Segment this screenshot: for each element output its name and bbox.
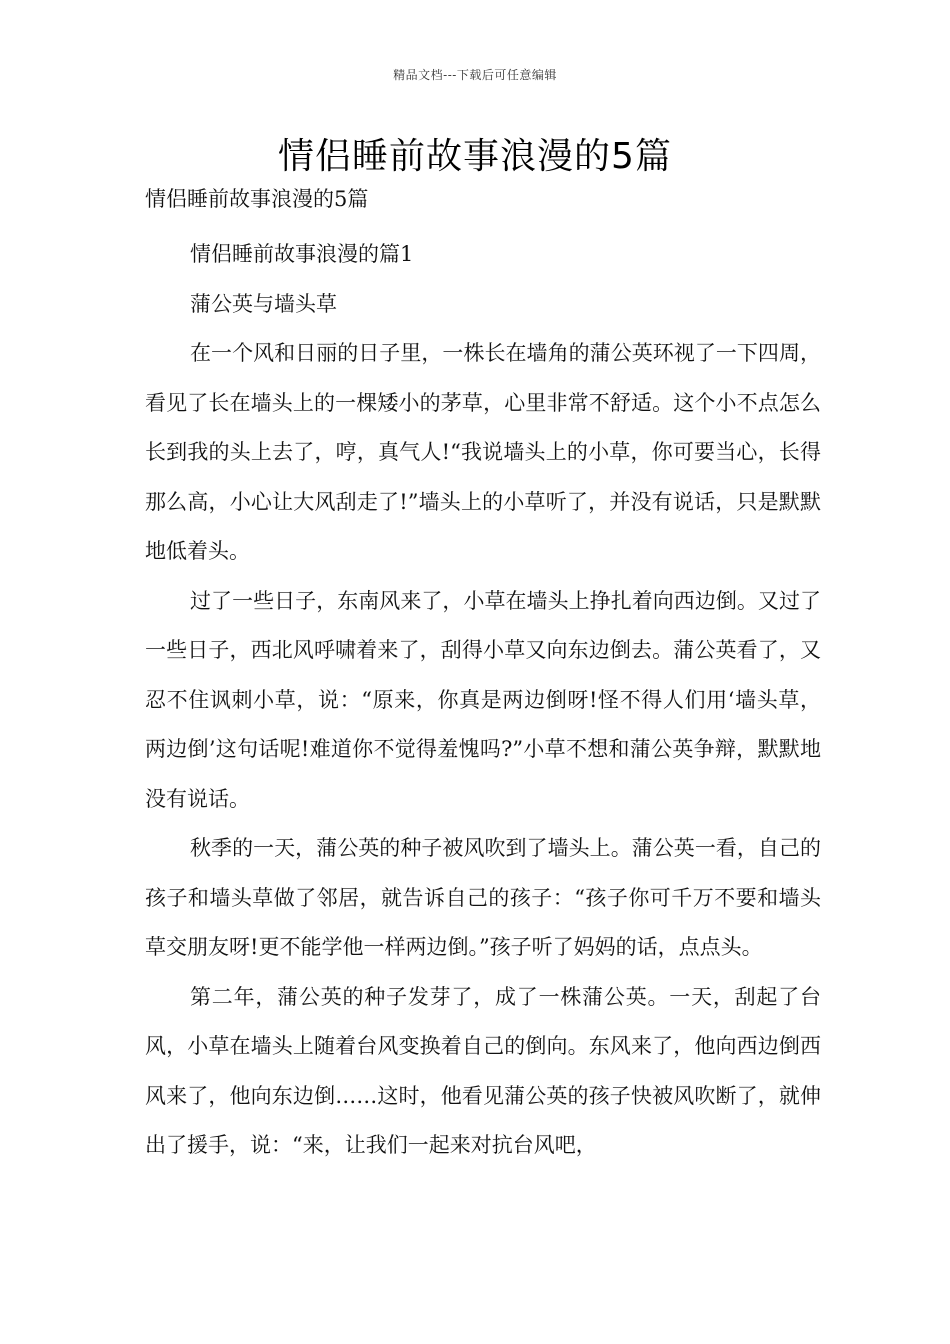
document-body bbox=[145, 182, 821, 1171]
paragraph-3: 秋季的一天，蒲公英的种子被风吹到了墙头上。蒲公英一看，自己的孩子和墙头草做了邻居，就告诉自己的孩子：“孩子你可千万不要和墙头草交朋友呀!更不能学他一样两边倒。”孩子听了妈妈的话，点点头。 bbox=[145, 836, 821, 959]
story-title: 蒲公英与墙头草 bbox=[190, 291, 337, 316]
paragraph-2: 过了一些日子，东南风来了，小草在墙头上挣扎着向西边倒。又过了一些日子，西北风呼啸着来了，刮得小草又向东边倒去。蒲公英看了，又忍不住讽刺小草，说：“原来，你真是两边倒呀!怪不得人们用‘墙头草，两边倒’这句话呢!难道你不觉得羞愧吗?”小草不想和蒲公英争辩，默默地没有说话。 bbox=[145, 588, 821, 811]
paragraph-1: 在一个风和日丽的日子里，一株长在墙角的蒲公英环视了一下四周，看见了长在墙头上的一棵矮小的茅草，心里非常不舒适。这个小不点怎么长到我的头上去了，哼，真气人!“我说墙头上的小草，你可要当心，长得那么高，小心让大风刮走了!”墙头上的小草听了，并没有说话，只是默默地低着头。 bbox=[145, 341, 821, 563]
section-heading: 情侣睡前故事浪漫的篇1 bbox=[190, 242, 414, 266]
paragraph-4: 第二年，蒲公英的种子发芽了，成了一株蒲公英。一天，刮起了台风，小草在墙头上随着台风变换着自己的倒向。东风来了，他向西边倒西风来了，他向东边倒……这时，他看见蒲公英的孩子快被风吹断了，就伸出了援手，说：“来，让我们一起来对抗台风吧， bbox=[145, 984, 821, 1157]
document-title: 情侣睡前故事浪漫的5篇 bbox=[278, 136, 672, 177]
document-subtitle: 情侣睡前故事浪漫的5篇 bbox=[145, 187, 369, 211]
page-header: 精品文档---下载后可任意编辑 bbox=[393, 68, 557, 82]
